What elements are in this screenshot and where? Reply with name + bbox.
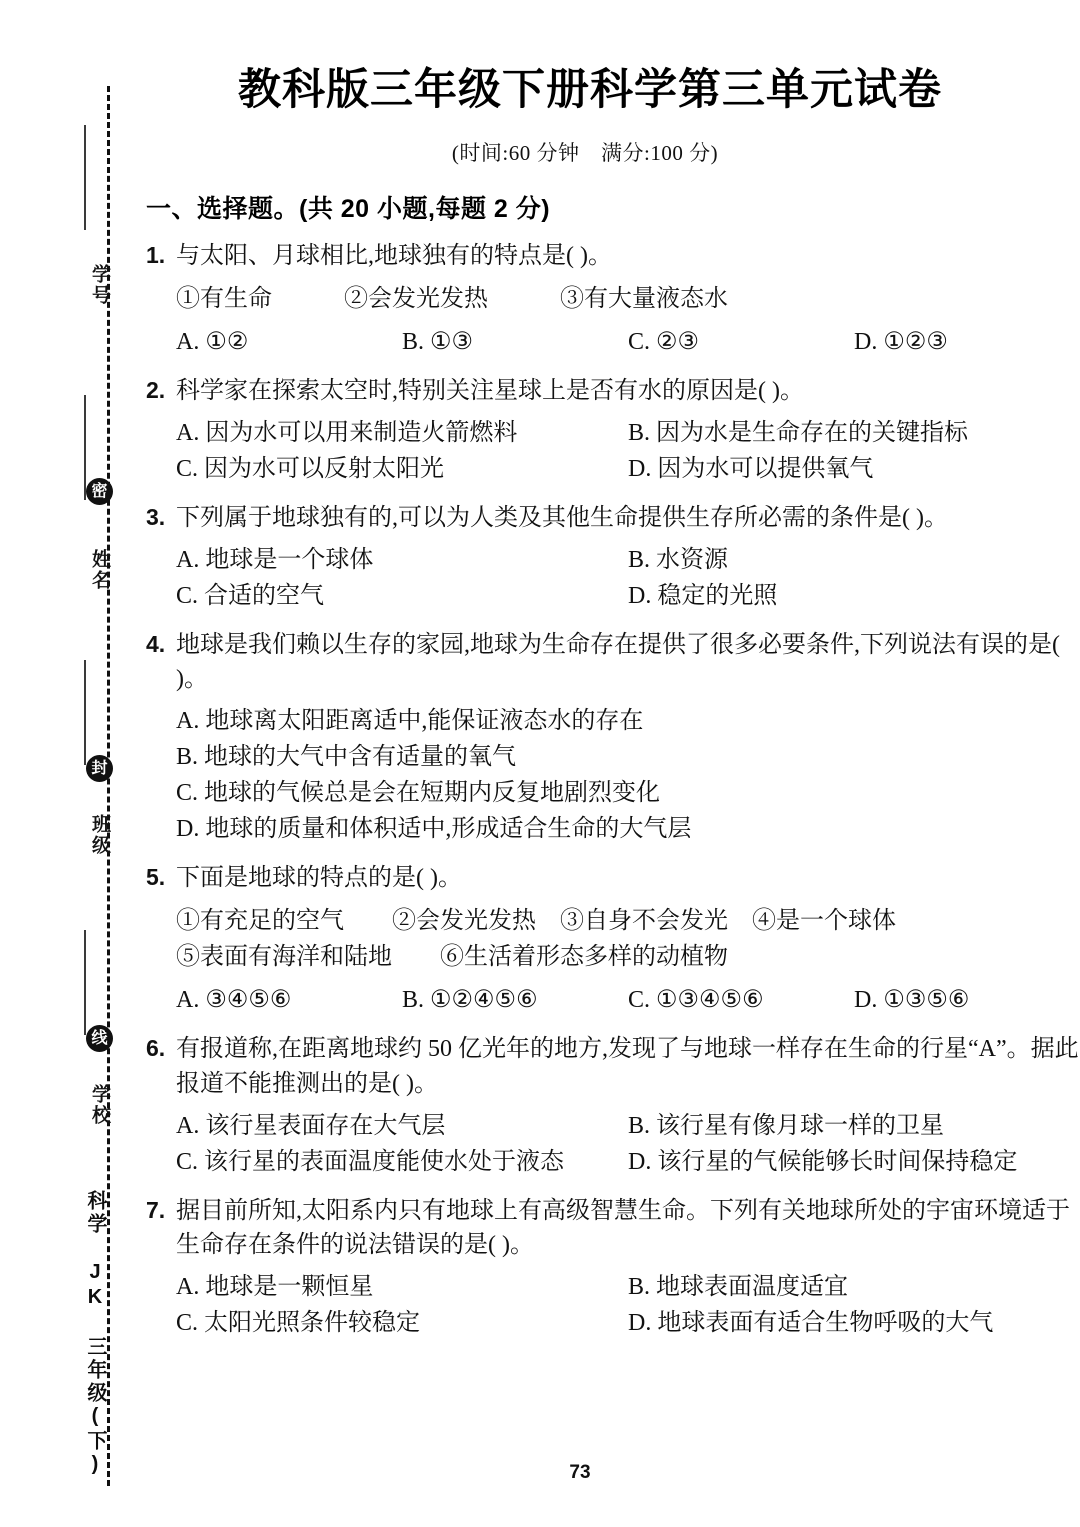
option-choice[interactable]: A. 地球离太阳距离适中,能保证液态水的存在 (176, 708, 644, 735)
option-choice[interactable]: B. 该行星有像月球一样的卫星 (628, 1112, 945, 1139)
option-choice[interactable]: A. 地球是一颗恒星 (176, 1273, 374, 1300)
option-row (176, 1305, 1080, 1341)
question-statement-list (146, 895, 1080, 975)
option-choice[interactable]: D. 稳定的光照 (628, 583, 778, 610)
option-row (176, 1269, 1080, 1305)
sealing-margin (0, 0, 130, 1527)
question-options (146, 408, 1080, 487)
question-options (146, 975, 1080, 1018)
option-row (176, 578, 1080, 614)
question-stem (146, 501, 1080, 535)
option-choice[interactable]: C. 该行星的表面温度能使水处于液态 (176, 1148, 565, 1175)
statement-row: ①有生命 ②会发光发热 ③有大量液态水 (176, 286, 728, 313)
section-heading-choice: 一、选择题。(共 20 小题,每题 2 分) (146, 195, 551, 223)
question-number: 2. (146, 377, 166, 404)
sealing-rule (84, 125, 86, 230)
questions-container (130, 225, 1080, 1341)
question-options (146, 1101, 1080, 1180)
question-statement-list (146, 273, 1080, 317)
question-block (130, 225, 1080, 360)
option-choice[interactable]: B. 地球的大气中含有适量的氧气 (176, 744, 517, 771)
question-number: 3. (146, 504, 166, 531)
question-options (146, 696, 1080, 847)
exam-subtitle: (时间:60 分钟 满分:100 分) (451, 141, 719, 165)
option-choice[interactable]: D. 该行星的气候能够长时间保持稳定 (628, 1148, 1018, 1175)
seal-mark-mi-icon: 密 (86, 478, 113, 505)
question-options (146, 535, 1080, 614)
option-choice[interactable]: D. ①③⑤⑥ (854, 987, 970, 1014)
question-stem-text: 与太阳、月球相比,地球独有的特点是( )。 (176, 243, 612, 269)
question-stem-text: 据目前所知,太阳系内只有地球上有高级智慧生命。下列有关地球所处的宇宙环境适于生命存在条件的说法错误的是( )。 (176, 1197, 1070, 1258)
statement-row: ①有充足的空气 ②会发光发热 ③自身不会发光 ④是一个球体 (176, 908, 896, 935)
question-stem (146, 239, 1080, 273)
option-row (176, 811, 1080, 847)
question-stem-text: 下列属于地球独有的,可以为人类及其他生命提供生存所必需的条件是( )。 (176, 505, 948, 532)
question-number: 7. (146, 1196, 166, 1223)
option-row (176, 1144, 1080, 1180)
option-choice[interactable]: B. ①③ (402, 329, 474, 356)
option-choice[interactable]: A. ①② (176, 329, 249, 356)
sealing-rule (84, 660, 86, 765)
option-choice[interactable]: B. 地球表面温度适宜 (628, 1273, 849, 1300)
option-choice[interactable]: C. 地球的气候总是会在短期内反复地剧烈变化 (176, 780, 661, 807)
seal-label-class: 班级 (89, 814, 110, 856)
question-options (146, 317, 1080, 360)
option-row (176, 982, 1080, 1018)
question-block (130, 1180, 1080, 1341)
question-number: 5. (146, 864, 166, 891)
question-number: 6. (146, 1035, 166, 1062)
option-choice[interactable]: B. 水资源 (628, 547, 729, 574)
option-row (176, 1108, 1080, 1144)
seal-label-student-id: 学号 (89, 264, 110, 306)
option-choice[interactable]: D. ①②③ (854, 329, 948, 356)
question-stem-text: 地球是我们赖以生存的家园,地球为生命存在提供了很多必要条件,下列说法有误的是( )。 (176, 632, 1060, 693)
question-block (130, 1018, 1080, 1179)
question-number: 4. (146, 631, 166, 658)
option-row (176, 324, 1080, 360)
option-choice[interactable]: D. 因为水可以提供氧气 (628, 456, 874, 483)
page-number: 73 (569, 1462, 591, 1483)
question-stem (146, 1032, 1080, 1100)
option-row (176, 542, 1080, 578)
sealing-rule (84, 930, 86, 1035)
option-row (176, 451, 1080, 487)
question-stem (146, 374, 1080, 408)
option-row (176, 703, 1080, 739)
option-row (176, 739, 1080, 775)
option-row (176, 775, 1080, 811)
option-choice[interactable]: A. 该行星表面存在大气层 (176, 1112, 446, 1139)
option-choice[interactable]: D. 地球的质量和体积适中,形成适合生命的大气层 (176, 816, 692, 843)
seal-label-name: 姓名 (89, 549, 110, 591)
option-choice[interactable]: C. 合适的空气 (176, 583, 325, 610)
option-choice[interactable]: A. ③④⑤⑥ (176, 987, 292, 1014)
option-choice[interactable]: B. ①②④⑤⑥ (402, 987, 538, 1014)
page-title: 教科版三年级下册科学第三单元试卷 (238, 66, 942, 114)
option-row (176, 415, 1080, 451)
seal-mark-xian-icon: 线 (86, 1025, 113, 1052)
option-choice[interactable]: C. ②③ (628, 329, 700, 356)
option-choice[interactable]: A. 因为水可以用来制造火箭燃料 (176, 420, 518, 447)
question-number: 1. (146, 242, 166, 268)
seal-label-school: 学校 (89, 1084, 110, 1126)
question-stem (146, 861, 1080, 895)
question-stem-text: 科学家在探索太空时,特别关注星球上是否有水的原因是( )。 (176, 378, 804, 405)
question-options (146, 1262, 1080, 1341)
question-stem-text: 下面是地球的特点的是( )。 (176, 865, 462, 892)
question-stem-text: 有报道称,在距离地球约 50 亿光年的地方,发现了与地球一样存在生命的行星“A”。据此报道不能推测出的是( )。 (176, 1036, 1079, 1097)
option-choice[interactable]: C. ①③④⑤⑥ (628, 987, 764, 1014)
question-block (130, 847, 1080, 1018)
question-stem (146, 1194, 1080, 1262)
seal-mark-feng-icon: 封 (86, 755, 113, 782)
question-block (130, 487, 1080, 614)
question-block (130, 360, 1080, 487)
option-choice[interactable]: A. 地球是一个球体 (176, 547, 374, 574)
exam-sheet (130, 0, 1080, 1527)
seal-footer-subject: 科学 JK 三年级(下) (84, 1190, 106, 1478)
statement-row: ⑤表面有海洋和陆地 ⑥生活着形态多样的动植物 (176, 944, 728, 971)
option-choice[interactable]: D. 地球表面有适合生物呼吸的大气 (628, 1309, 994, 1336)
option-choice[interactable]: C. 太阳光照条件较稳定 (176, 1309, 421, 1336)
option-choice[interactable]: B. 因为水是生命存在的关键指标 (628, 420, 969, 447)
question-stem (146, 628, 1080, 696)
option-choice[interactable]: C. 因为水可以反射太阳光 (176, 456, 445, 483)
sealing-rule (84, 395, 86, 500)
question-block (130, 614, 1080, 847)
